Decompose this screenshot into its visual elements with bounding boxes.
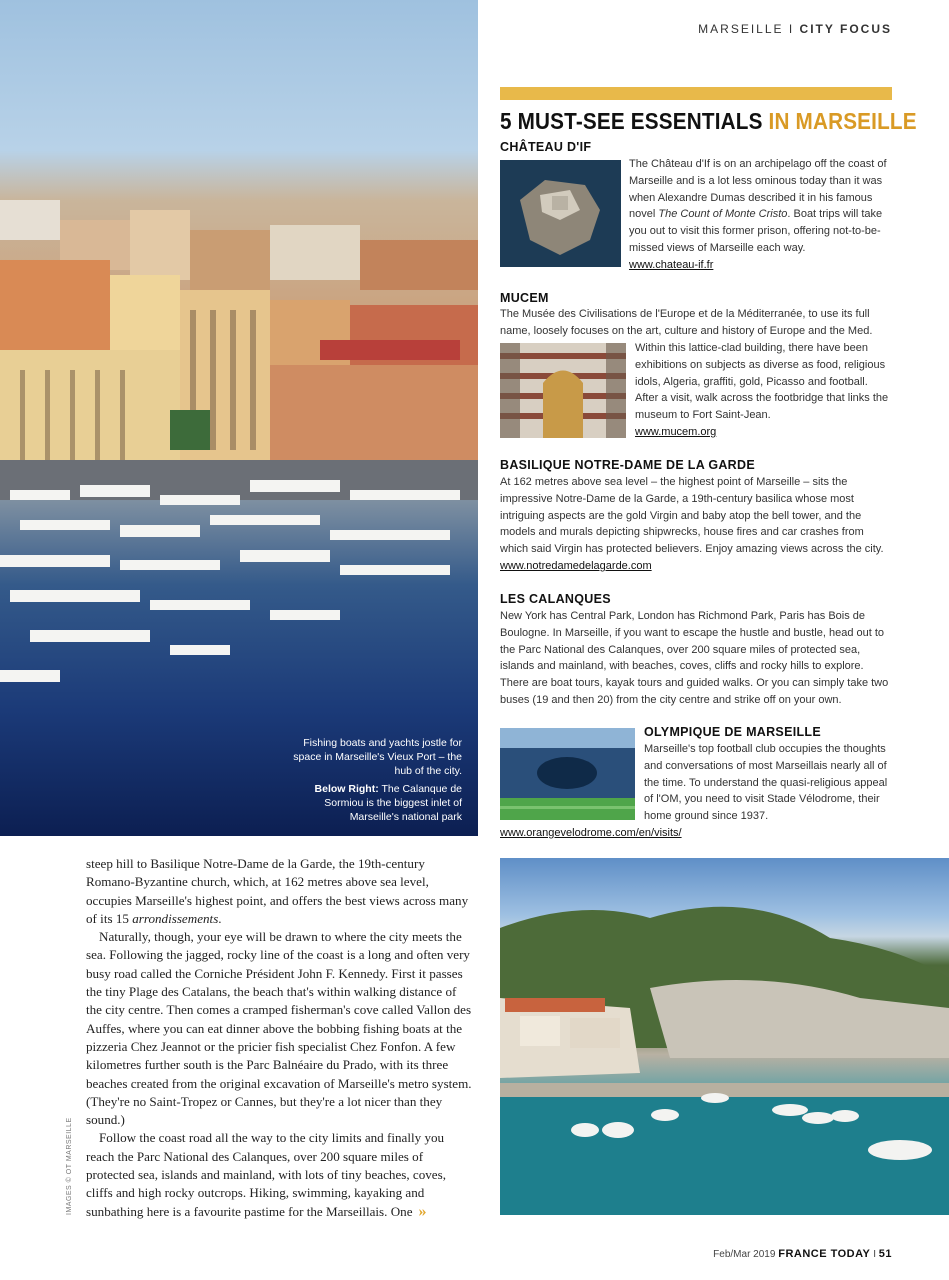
city-buildings-illustration [0,200,478,500]
marina-boats-illustration [0,470,478,700]
chateau-heading: CHÂTEAU D'IF [500,140,592,154]
stade-velodrome-photo [500,728,635,820]
page-number: 51 [878,1248,892,1260]
mucem-intro: The Musée des Civilisations de l'Europe et de la Méditerranée, to use its full name, loosely focuses on the art, culture and history of Europe and the Med. [500,308,873,337]
article-p1-b: . [218,910,222,926]
om-body: Marseille's top football club occupies the thoughts and conversations of most Marseillais nearly all of the time. To understand the quasi-religious appeal of l'OM, you need to visit Stade Vélodrome, their home ground since 1937. [644,743,888,823]
om-heading: OLYMPIQUE DE MARSEILLE [644,725,821,739]
chateau-text-a: The Château d'If is on an archipelago off the coast of Marseille and is a lot less ominous today than it was when Alexandre Dumas described it in his famous novel [629,158,887,221]
title-accent-bar [500,87,892,100]
chateau-body [629,156,893,274]
mucem-heading: MUCEM [500,291,549,305]
vieux-port-photo [0,0,478,836]
basilique-text: At 162 metres above sea level – the highest point of Marseille – sits the impressive Notre-Dame de la Garde, a 19th-century basilica whose most intriguing aspects are the gold Virgin and baby atop the bell tower, and the models and murals depicting shipwrecks, house fires and car crashes from which said Virgin has protected believers. Enjoy amazing views across the city. [500,476,884,556]
mucem-body [635,340,893,441]
issue-date: Feb/Mar 2019 [713,1249,776,1260]
chateau-novel-title: The Count of Monte Cristo [658,208,788,221]
chateau-photo [500,160,621,267]
magazine-name: FRANCE TODAY [778,1248,871,1260]
chateau-link[interactable]: www.chateau-if.fr [629,258,714,271]
calanque-sormiou-photo [500,858,949,1215]
continue-arrow-icon: » [418,1202,427,1220]
calanques-body: New York has Central Park, London has Richmond Park, Paris has Bois de Boulogne. In Marseille, if you want to escape the hustle and bustle, head out to the Parc National des Calanques, over 200 square miles of protected sea, islands and mainland, with beaches, coves, cliffs and rocky hills to explore. There are boat tours, kayak tours and guided walks. Or you can simply take two buses (19 and then 20) from the city centre and strike off on your own. [500,610,889,706]
page-footer [713,1248,892,1260]
running-head [698,22,892,36]
feature-title-accent: IN MARSEILLE [768,108,917,134]
mucem-text: Within this lattice-clad building, there have been exhibitions on subjects as diverse as food, religious idols, Algeria, graffiti, gold, Picasso and football. After a visit, walk across the footbridge that links the museum to Fort Saint-Jean. [635,342,889,422]
article-column [86,855,472,1221]
article-paragraph-2: Naturally, though, your eye will be drawn to where the city meets the sea. Following the jagged, rocky line of the coast is a long and often very busy road called the Corniche Président John F. Kennedy. First it passes the tiny Plage des Catalans, the beach that's within walking distance of the city centre. Then comes a cramped fisherman's cove called Vallon des Auffes, where you can eat dinner above the bobbing fishing boats at the pizzeria Chez Jeannot or the pricier fish specialist Chez Fonfon. A few kilometres further south is the Parc Balnéaire du Prado, with its three beaches created from the original excavation of Marseille's metro system. (They're no Saint-Tropez or Cannes, but they're a lot nicer than they sound.) [86,929,472,1128]
running-head-focus: CITY FOCUS [799,22,892,36]
running-head-section: MARSEILLE [698,22,784,36]
calanques-heading: LES CALANQUES [500,592,611,606]
feature-title [500,108,917,135]
mucem-link[interactable]: www.mucem.org [635,425,717,438]
image-credit: IMAGES © OT MARSEILLE [66,1117,73,1215]
calanque-illustration [500,858,949,1215]
om-link[interactable]: www.orangevelodrome.com/en/visits/ [500,827,682,839]
caption-below-label: Below Right: [314,783,379,795]
article-p3-text: Follow the coast road all the way to the city limits and finally you reach the Parc National des Calanques, over 200 square miles of protected sea, islands and mainland, with lots of tiny beaches, coves, cliffs and high rocky outcrops. Hiking, swimming, kayaking and sunbathing here is a favourite pastime for the Marseillais. One [86,1130,446,1219]
article-paragraph-1 [86,855,472,928]
feature-title-main: 5 MUST-SEE ESSENTIALS [500,108,763,134]
running-head-divider: I [788,22,795,36]
caption-main: Fishing boats and yachts jostle for space in Marseille's Vieux Port – the hub of the city. [293,737,462,777]
caption-below-text: The Calanque de Sormiou is the biggest inlet of Marseille's national park [324,783,462,823]
article-paragraph-3 [86,1129,472,1220]
basilique-body [500,474,893,575]
article-p1-italic: arrondissements [132,910,219,926]
chateau-text-b: . Boat trips will take you out to visit this former prison, offering not-to-be-missed views of Marseille each way. [629,208,883,254]
footer-divider: I [873,1249,876,1260]
mucem-photo [500,343,626,438]
caption-below [292,782,462,824]
basilique-link[interactable]: www.notredamedelagarde.com [500,559,652,572]
hero-caption [292,736,462,824]
article-p1-a: steep hill to Basilique Notre-Dame de la Garde, the 19th-century Romano-Byzantine church, which, at 162 metres above sea level, occupies Marseille's highest point, and offers the best views across many of its 15 [86,856,469,926]
basilique-heading: BASILIQUE NOTRE-DAME DE LA GARDE [500,458,755,472]
